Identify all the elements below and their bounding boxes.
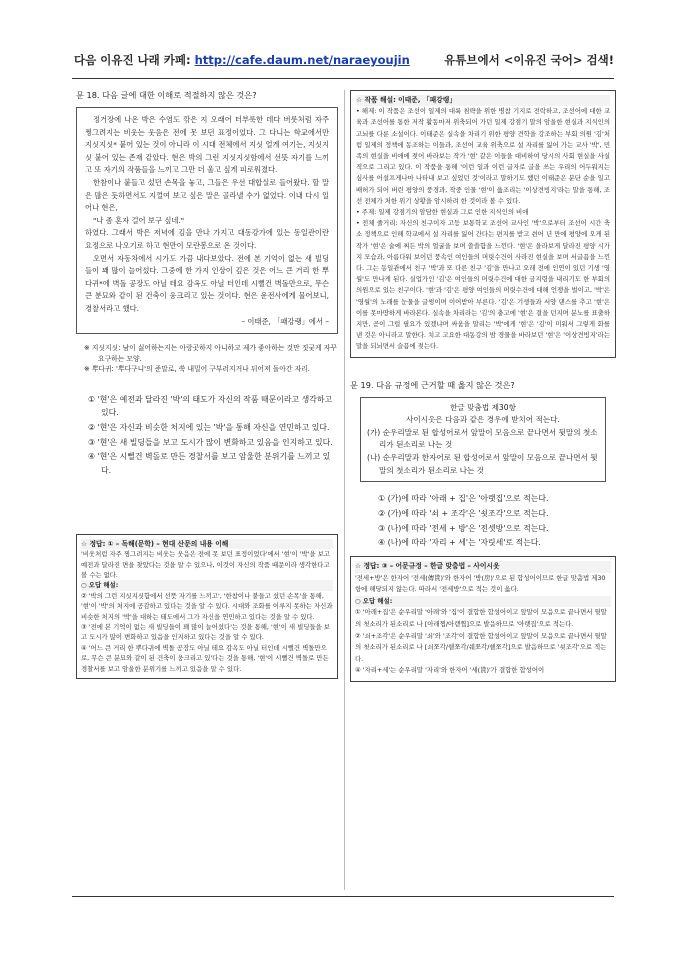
footnote: ※ 뿌다귀: '뿌다구니'의 준말로, 쑥 내밀어 구부러지거나 뒤어져 돌아간 자리. xyxy=(84,365,310,374)
wrong-answer-item: ② '쇠+조각'은 순우리말 '쇠'와 '조각'이 결합한 합성어이고 앞말이 모음으로 끝나면서 뒷말의 첫소리가 된소리로 나 [쇠쪼각/쉗쪼각/쉐쪼각/쉗쪼각]으로 발음하므로 '쇳조각'으로 적는다. xyxy=(355,631,607,663)
footnote: ※ 지싯지싯: 남이 싫어하는지는 아랑곳하지 아니하고 제가 좋아하는 것만 짓궂게 자꾸 요구하는 모양. xyxy=(84,344,337,363)
rule-title: 한글 맞춤법 제30항 xyxy=(450,402,516,412)
choice-3[interactable]: ③ (나)에 따라 '전세 + 방'은 '전셋방'으로 적는다. xyxy=(378,523,549,533)
explanation-item: • 해제: 이 작품은 조선이 일제의 대륙 침략을 위한 병참 기지로 전락하고, 조선어에 대한 교육과 조선어를 통한 저작 활동마저 위축되어 가던 일제 강점기 말의 암울한 현실과 지식인의 고뇌를 다룬 소설이다. 이태준은 실속을 차리기 위한 평양 견학을 강조하는 부회 의원 '김'처럼 일제의 정책에 동조하는 이들과, 조선어 교육 위축으로 설 자리를 잃어 가는 교사 '박', 민족의 현실을 비애에 젖어 바라보는 작가 '현' 같은 이들을 대비하여 당시의 사회 현실을 사실적으로 그리고 있다. 이 작품을 통해 '이런 일과 이런 글자로 글을 쓰는 우리의 어두워지는 심사를 어설프게나마 나타내 보고 싶었던 것'이라고 말하기도 했던 이태준은 분단 순을 일고 배허가 되어 버린 평양의 풍경과, 작중 인물 '현'이 읊조리는 '이상견빙지'라는 말을 통해, 조선 전체가 처한 위기 상황을 암시하려 한 것이라 볼 수 있다. xyxy=(356,107,610,205)
left-column xyxy=(76,90,338,679)
work-explanation-title: ☆ 작품 해설: 이태준, 「패강랭」 xyxy=(356,95,610,106)
passage-paragraph: "나 좀 혼자 걸어 보구 싶네." xyxy=(93,215,185,225)
right-column xyxy=(350,90,616,682)
q18-answer-box xyxy=(76,534,338,679)
rule-item: (나) 순우리말과 한자어로 된 합성어로서 앞말이 모음으로 끝나면서 뒷말의 첫소리가 된소리로 나는 것 xyxy=(367,453,598,475)
passage-paragraph: 정거장에 나온 박은 수염도 깎은 지 오래어 터부룩한 데다 버룻처럼 자주 찡그려지는 비웃는 웃음은 전에 못 보던 표정이었다. 그 다니는 학교에서만 지싯지싯* 붙어 있는 것이 아니라 이 시대 전체에서 지싯 얼게 여기는, 지싯지싯 붙어 있는 존재 같았다. 현은 박의 그런 지싯지싯함에서 선뜻 자기를 느끼고 또 자기의 작품들을 느끼고 그만 더 울고 싶게 피로워졌다. xyxy=(85,115,329,175)
choice-4[interactable]: ④ '현'은 시뻘건 벽돌로 만든 경찰서를 보고 암울한 분위기를 느끼고 있다. xyxy=(88,452,331,476)
passage-source: – 이태준, 「패강랭」에서 – xyxy=(241,316,329,326)
q19-choices xyxy=(350,492,616,550)
q19-title: 문 19. 다음 규정에 근거할 때 옳지 않은 것은? xyxy=(350,379,515,390)
passage-paragraph: 오면서 자동차에서 시가도 가끔 내다보았다. 전에 본 기억이 없는 새 빌딩들이 꽤 많이 늘어섰다. 그중에 한 가지 인상이 깊은 것은 어느 큰 거리 한 뿌다귀*에 벽돌 공장도 아닐 테요 감옥도 아닐 터인데 시뻘건 벽돌만으로, 무슨 큰 분묘와 같이 된 건축이 웅크리고 있는 것이다. 현은 운전사에게 물어보니, 경찰서라고 했다. xyxy=(85,253,329,313)
passage-paragraph: 하였다. 그래서 박은 저녁에 김을 만나 가지고 대동강가에 있는 동일관이란 요정으로 나오기로 하고 현만이 모란봉으로 온 것이다. xyxy=(85,228,329,250)
choice-3[interactable]: ③ '현'은 새 빌딩들을 보고 도시가 많이 변화하고 있음을 인지하고 있다. xyxy=(88,437,333,447)
wrong-answer-item: ② '박의 그런 지싯지싯함에서 선뜻 자기를 느끼고', '한참이나 붙들고 섰던 손목'을 통해, '현'이 '박'의 처지에 공감하고 있다는 것을 알 수 있다. 시대와 조화를 이루지 못하는 자신과 비슷한 처지의 '박'을 대하는 태도에서 그가 자신을 연민하고 있다는 것을 알 수 있다. xyxy=(81,591,333,621)
choice-1[interactable]: ① '현'은 예전과 달라진 '박'의 태도가 자신의 작품 때문이라고 생각하고 있다. xyxy=(88,394,333,418)
cafe-link[interactable]: http://cafe.daum.net/naraeyoujin xyxy=(194,53,410,67)
q19-rule-box xyxy=(360,397,606,483)
answer-title: ☆ 정답: ① – 독해(문학) – 현대 산문의 내용 이해 xyxy=(81,539,333,549)
explanation-item: • 전체 줄거리: 자신의 친구이자 고등 보통학교 조선어 교사인 '박'으로부터 조선어 시간 축소 정책으로 인해 학교에서 설 자리를 잃어 간다는 편지를 받고 쉰어 년 만에 평양에 오게 된 작가 '현'은 술에 찌든 박의 얼굴을 보며 쓸쓸함을 느낀다. '현'은 을라보게 달라진 평양 시가지 모습과, 아름다워 보이던 풍속인 여인들의 머릿수건이 사라진 현실을 보며 서글픔을 느낀다. 그는 동일관에서 친구 '박'과 또 다른 친구 '김'을 만나고 오래 전에 인연이 있던 기생 '영월'도 만나게 된다. 실업가인 '김'은 여인들의 머릿수건에 대한 금지령을 내리기도 한 부회의 의원으로 있는 친구이다. '현'과 '김'은 평양 여인들의 머릿수건에 대해 언쟁을 벌이고, '박'은 '영월'의 노래를 눈물을 글썽이며 이어받아 부른다. '김'은 기생들과 서양 댄스를 추고 '현'은 이를 못마땅하게 바라본다. 실속을 차리라는 '김'의 충고에 '현'은 결을 던지며 분노를 표출하지만, 곧이 그럴 필요가 있겠냐며 싸움을 말리는 '박'에게 '현'은 '김'이 미워서 그렇게 화를 낸 것은 아니라고 말한다. 치고 고요한 대동강의 밤 경물을 바라보던 '현'은 '이상견빙지'라는 말을 되뇌면서 슬픔에 젖는다. xyxy=(356,219,610,351)
header-cafe-label: 다음 이유진 나래 카페: xyxy=(74,53,195,67)
q18-notes xyxy=(84,343,338,375)
explanation-item: • 주제: 일제 강점기의 암담한 현실과 그로 인한 지식인의 비애 xyxy=(356,208,529,217)
header-cafe xyxy=(74,52,410,68)
choice-1[interactable]: ① (가)에 따라 '아래 + 집'은 '아랫집'으로 적는다. xyxy=(378,494,549,504)
page-header xyxy=(74,52,614,68)
wrong-answer-item: ① '아래+집'은 순우리말 '아래'와 '집'이 결합한 합성어이고 앞말이 모음으로 끝나면서 뒷말의 첫소리가 된소리로 나 [아래찝/아랟찝]으로 발음하므로 '아랫집'으로 적는다. xyxy=(355,608,607,629)
q19-answer-box xyxy=(350,556,616,682)
answer-title: ☆ 정답: ③ – 어문규정 – 한글 맞춤법 – 사이시옷 xyxy=(355,561,611,573)
choice-4[interactable]: ④ (나)에 따라 '자리 + 세'는 '자릿세'로 적는다. xyxy=(378,538,541,548)
choice-2[interactable]: ② '현'은 자신과 비슷한 처지에 있는 '박'을 통해 자신을 연민하고 있다. xyxy=(88,423,330,432)
rule-lead: 사이시옷은 다음과 같은 경우에 받치어 적는다. xyxy=(406,415,560,425)
answer-body: '비웃처럼 자주 찡그려지는 비웃는 웃음은 전에 못 보던 표정이었다'에서 '현'이 '박'을 보고 예전과 달라진 면을 찾았다는 것을 알 수 있으나, 이것이 자신의 작품 때문이라 생각한다고 볼 수는 없다. xyxy=(81,550,330,580)
answer-body: '전세+방'은 한자어 '전세(傳貰)'와 한자어 '방(房)'으로 된 합성어이므로 한글 맞춤법 제30항에 해당되지 않는다. 따라서 '전세방'으로 적는 것이 옳다. xyxy=(355,573,606,594)
q18-passage xyxy=(76,107,338,334)
wrong-answer-label: ○ 오답 해설: xyxy=(355,596,611,608)
rule-item: (가) 순우리말로 된 합성어로서 앞말이 모음으로 끝나면서 뒷말의 첫소리가 된소리로 나는 것 xyxy=(367,427,598,450)
footer-divider xyxy=(72,896,614,897)
q18-choices xyxy=(76,393,338,478)
header-youtube: 유튜브에서 <이유진 국어> 검색! xyxy=(444,53,614,67)
header-divider xyxy=(72,78,614,79)
column-divider xyxy=(344,90,345,890)
wrong-answer-item: ④ '어느 큰 거리 한 뿌다귀에 벽돌 공장도 아닐 테요 감옥도 아닐 터인데 시뻘건 벽돌만으로, 무슨 큰 분묘와 같이 된 건축이 웅크리고 있'다는 것을 통해, '현'이 시뻘건 벽돌로 만든 경찰서를 보고 암울한 분위기를 느끼고 있음을 알 수 있다. xyxy=(81,643,329,673)
choice-2[interactable]: ② (가)에 따라 '쇠 + 조각'은 '쇳조각'으로 적는다. xyxy=(378,508,549,518)
wrong-answer-label: ○ 오답 해설: xyxy=(81,580,333,590)
work-explanation-box xyxy=(350,90,616,358)
wrong-answer-item: ④ '자리+세'는 순우리말 '자리'와 한자어 '세(貰)'가 결합한 합성어이 xyxy=(355,666,545,675)
passage-paragraph: 한참이나 붙들고 섰던 손목을 놓고, 그들은 우선 대합실로 들어왔다. 할 말은 많은 듯하면서도 지껄여 보고 싶은 말은 골라낼 수가 없었다. 이내 다시 일어나 현은, xyxy=(85,177,329,213)
q18-title: 문 18. 다음 글에 대한 이해로 적절하지 않은 것은? xyxy=(76,90,257,100)
wrong-answer-item: ③ '전에 본 기억이 없는 새 빌딩들이 꽤 많이 늘어섰다'는 것을 통해, '현'이 새 빌딩들을 보고 도시가 많이 변화하고 있음을 인지하고 있다는 것을 알 수 있다. xyxy=(81,623,330,642)
